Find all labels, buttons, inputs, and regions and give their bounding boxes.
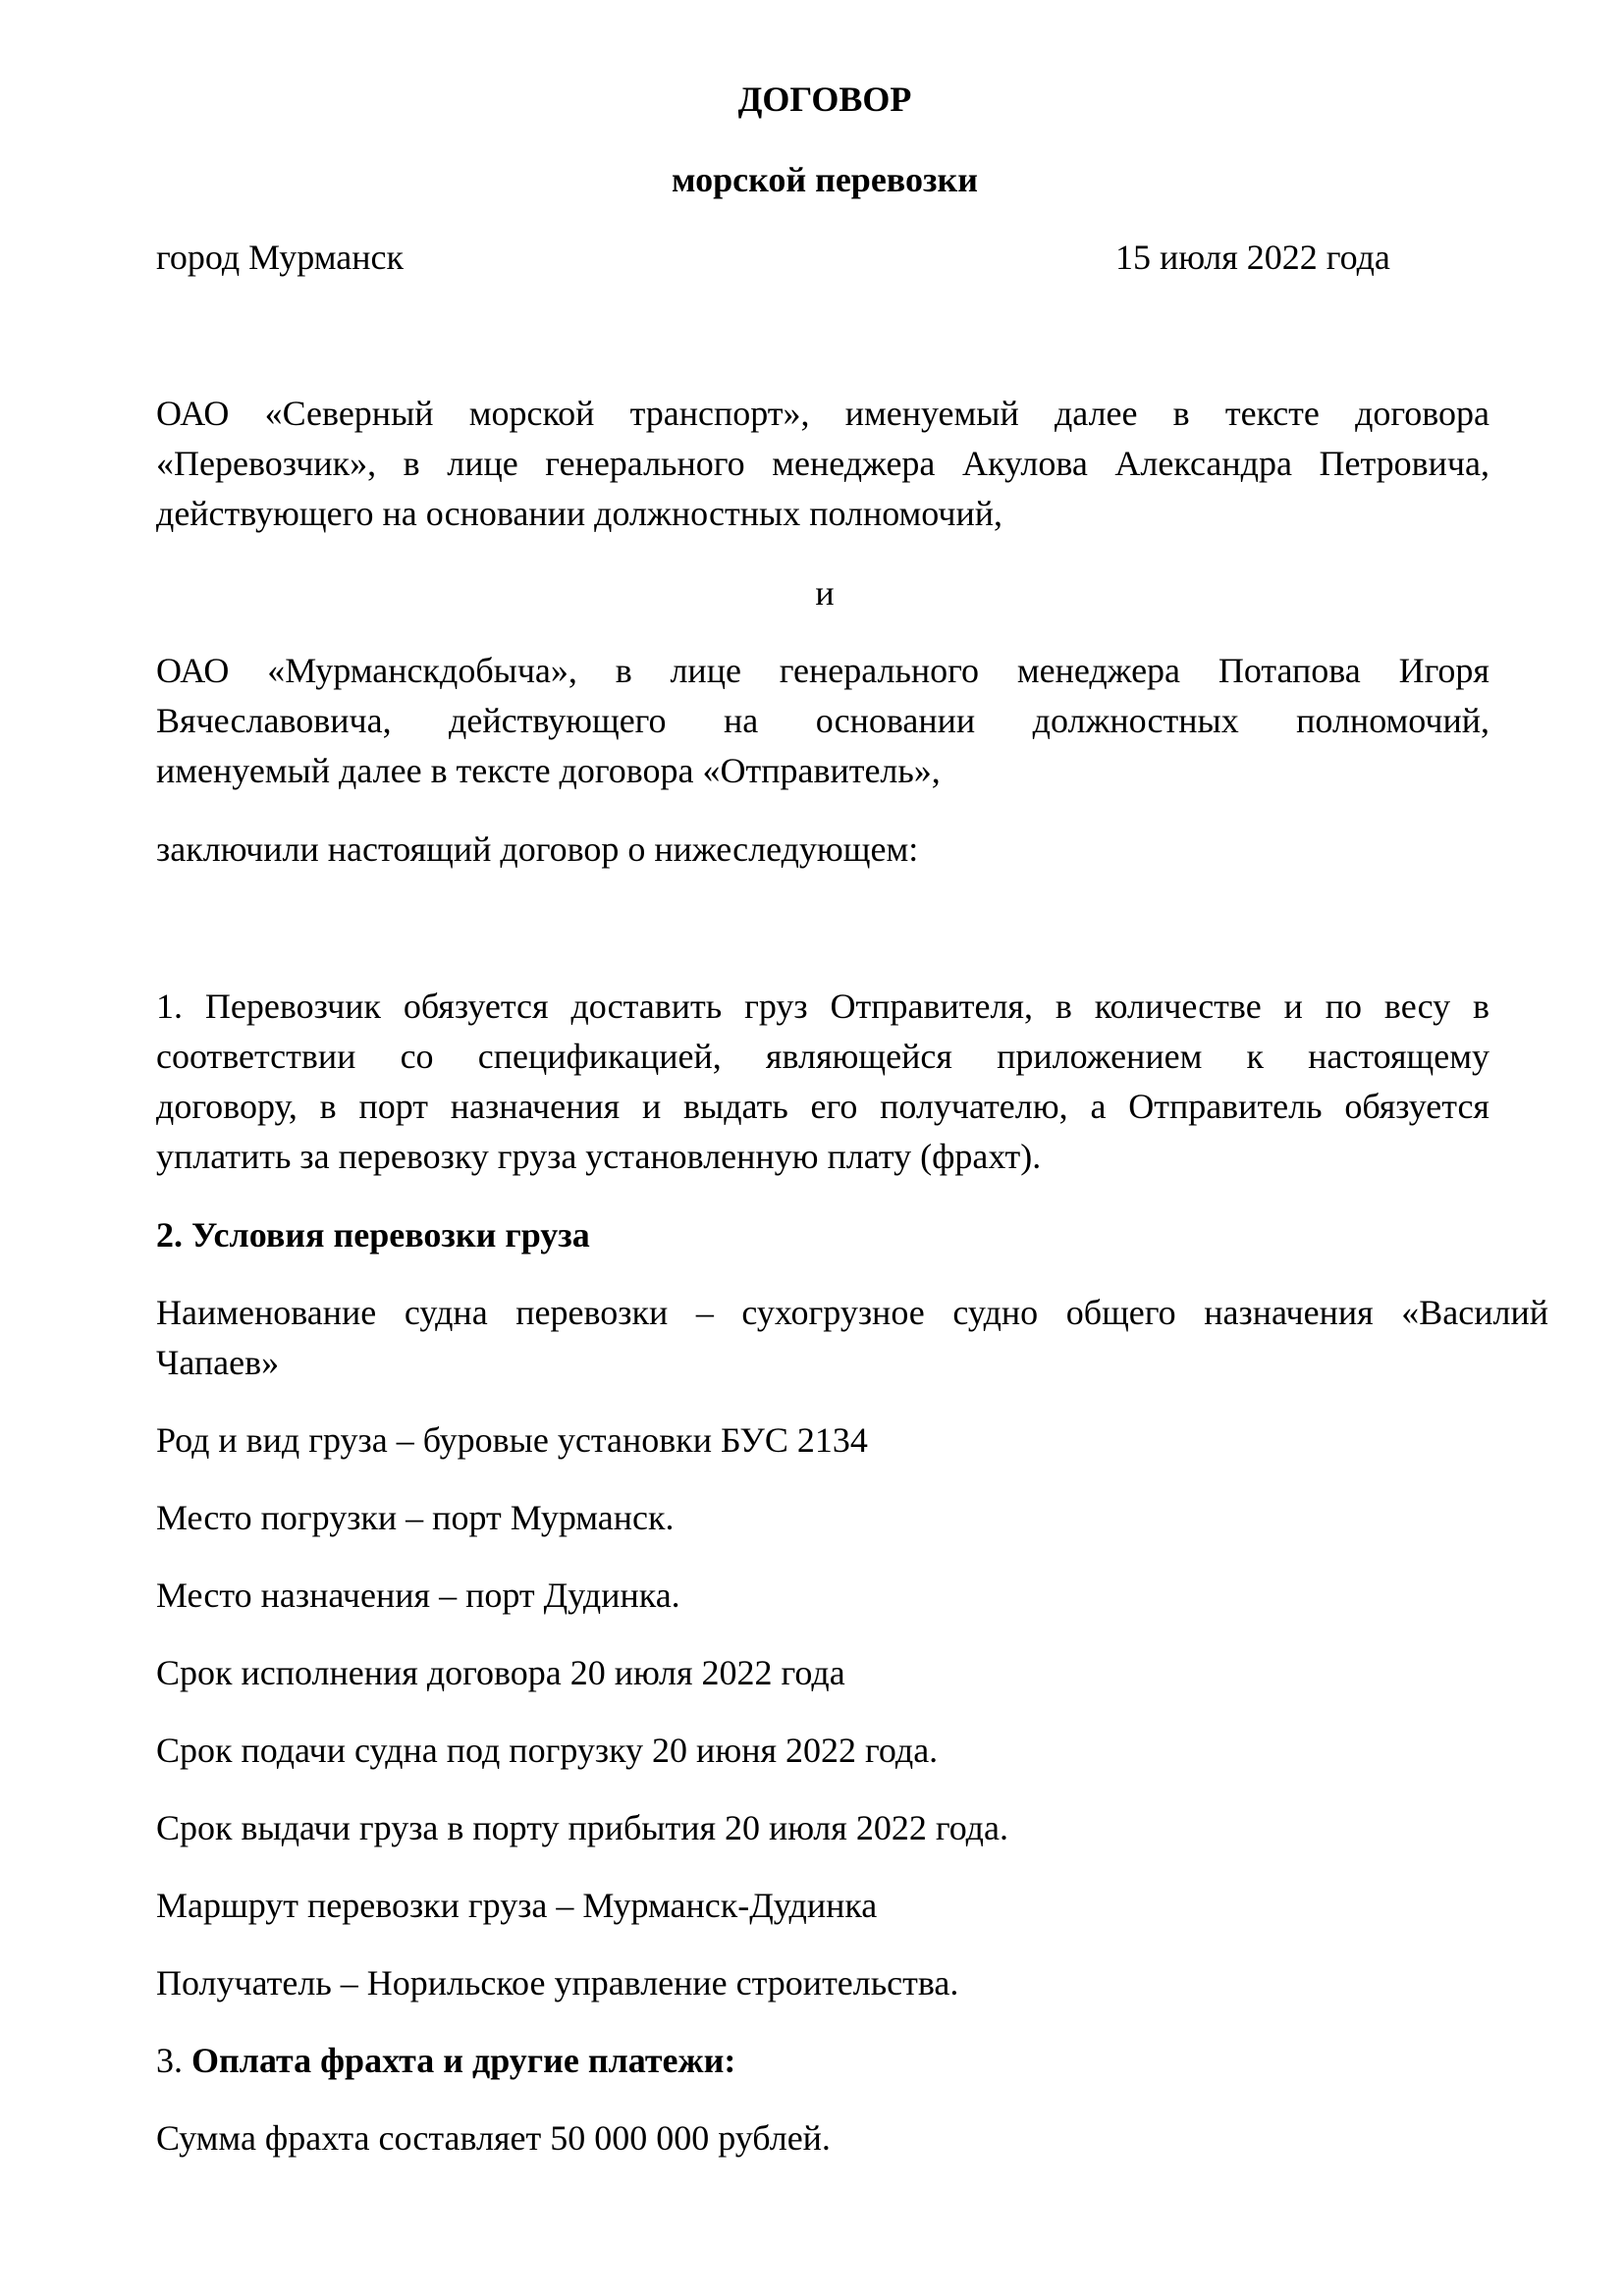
route: Маршрут перевозки груза – Мурманск-Дудинка (156, 1886, 878, 1925)
carrier-line-1: ОАО «Северный морской транспорт», именуемый далее в тексте договора (156, 394, 1489, 433)
loading-place: Место погрузки – порт Мурманск. (156, 1498, 675, 1537)
section2-heading: 2. Условия перевозки груза (156, 1215, 590, 1255)
section1-line-1: 1. Перевозчик обязуется доставить груз Отправителя, в количестве и по весу в (156, 987, 1489, 1026)
delivery-term: Срок выдачи груза в порту прибытия 20 июля 2022 года. (156, 1808, 1008, 1847)
contract-term: Срок исполнения договора 20 июля 2022 года (156, 1653, 845, 1692)
section3-heading: Оплата фрахта и другие платежи: (191, 2041, 736, 2080)
document-subtitle: морской перевозки (672, 160, 978, 199)
concluded-statement: заключили настоящий договор о нижеследующем: (156, 829, 919, 869)
section1-line-4: уплатить за перевозку груза установленную плату (фрахт). (156, 1137, 1042, 1176)
cargo-type: Род и вид груза – буровые установки БУС 2134 (156, 1420, 868, 1460)
city: город Мурманск (156, 238, 404, 277)
vessel-line-1: Наименование судна перевозки – сухогрузное судно общего назначения «Василий (156, 1293, 1548, 1332)
freight-amount: Сумма фрахта составляет 50 000 000 рублей. (156, 2118, 831, 2158)
carrier-line-2: «Перевозчик», в лице генерального менеджера Акулова Александра Петровича, (156, 444, 1489, 483)
carrier-line-3: действующего на основании должностных полномочий, (156, 494, 1003, 533)
destination: Место назначения – порт Дудинка. (156, 1575, 680, 1615)
section3-number: 3. (156, 2041, 191, 2080)
recipient: Получатель – Норильское управление строительства. (156, 1963, 959, 2002)
section1-line-3: договору, в порт назначения и выдать его получателю, а Отправитель обязуется (156, 1087, 1489, 1126)
vessel-line-2: Чапаев» (156, 1343, 280, 1382)
conjunction: и (815, 573, 835, 613)
document-title: ДОГОВОР (737, 80, 912, 119)
vessel-supply-term: Срок подачи судна под погрузку 20 июня 2022 года. (156, 1731, 939, 1770)
section1-line-2: соответствии со спецификацией, являющейся приложением к настоящему (156, 1037, 1489, 1076)
section3-heading-row (156, 2036, 735, 2086)
sender-line-2: Вячеславовича, действующего на основании должностных полномочий, (156, 701, 1489, 740)
sender-line-1: ОАО «Мурманскдобыча», в лице генерального менеджера Потапова Игоря (156, 651, 1489, 690)
contract-date: 15 июля 2022 года (1115, 238, 1390, 277)
sender-line-3: именуемый далее в тексте договора «Отправитель», (156, 751, 941, 790)
